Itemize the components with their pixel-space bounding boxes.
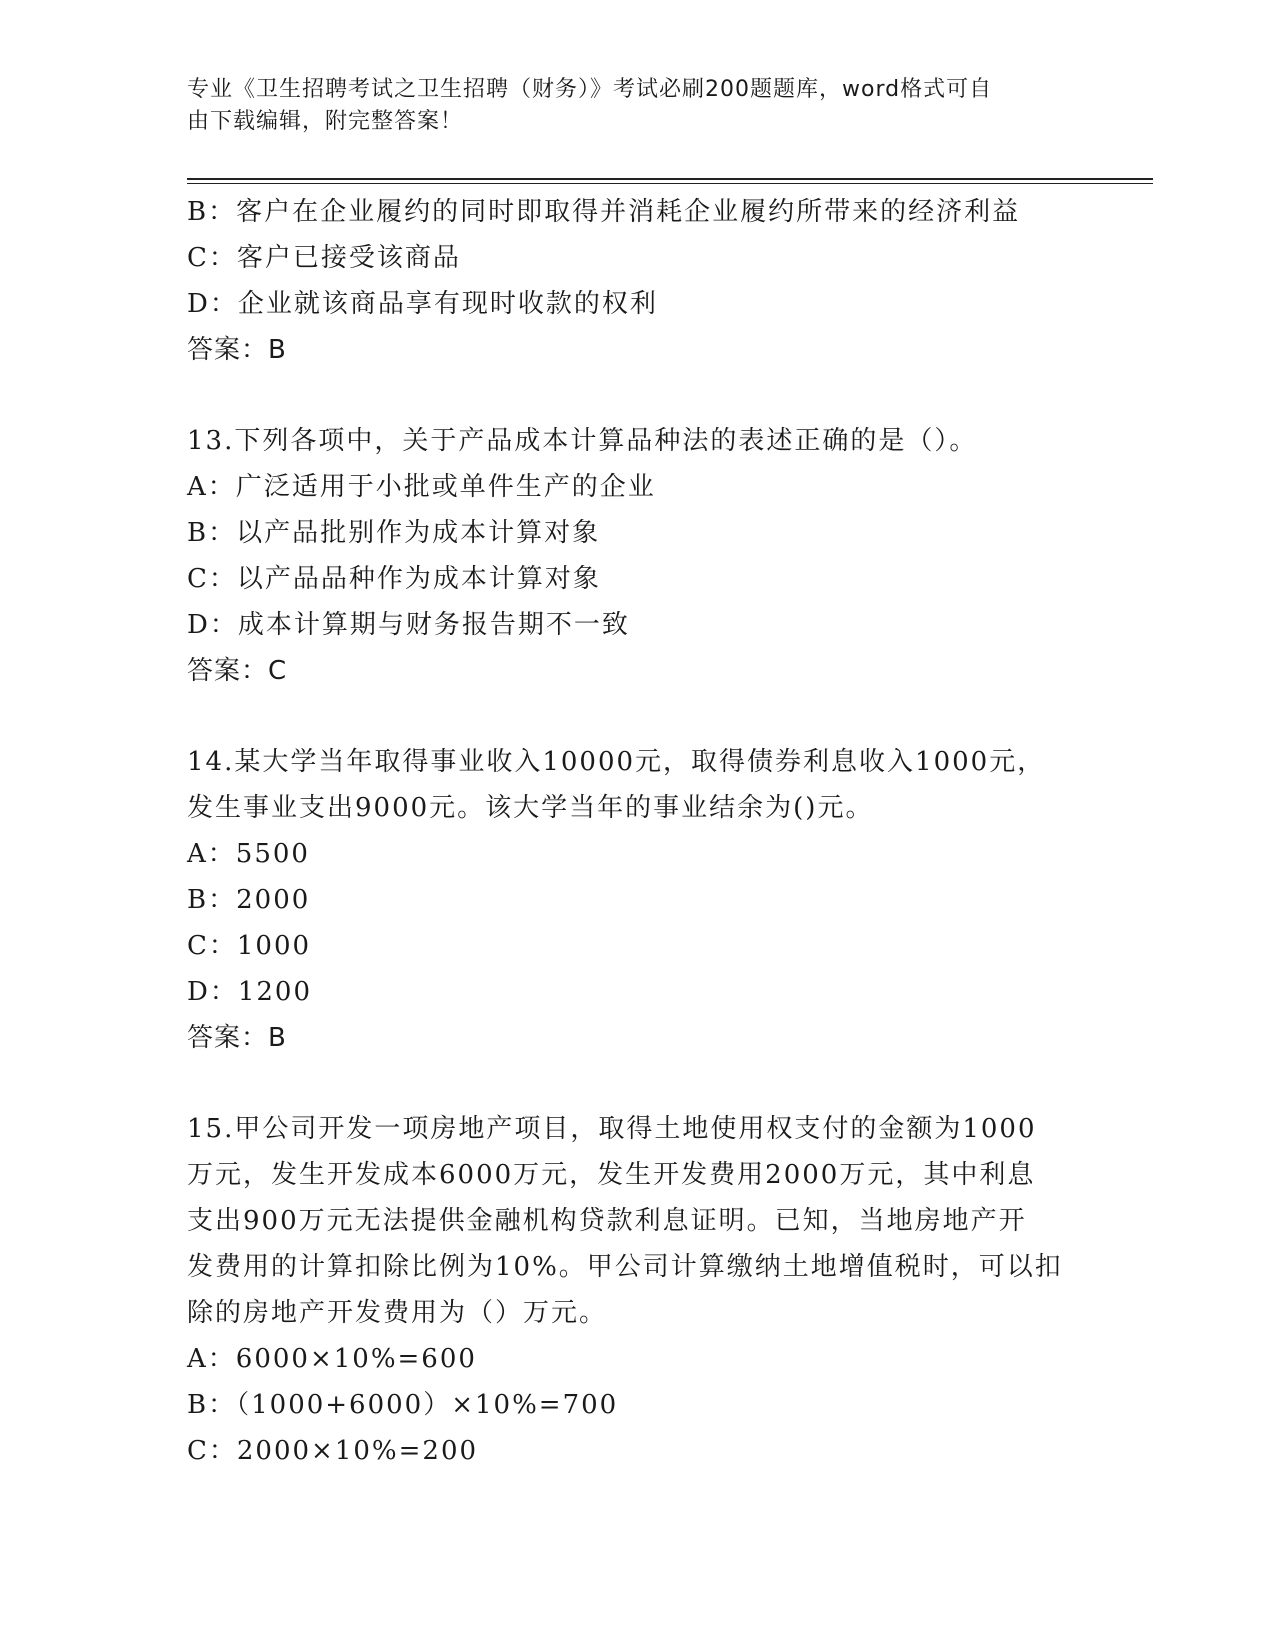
q15-option-c: C：2000×10%=200	[187, 1436, 479, 1466]
header-divider-thin	[187, 183, 1153, 184]
header-line-1: 专业《卫生招聘考试之卫生招聘（财务）》考试必刷200题题库，word格式可自	[187, 77, 993, 102]
question-12-tail	[187, 189, 1087, 373]
q14-answer: 答案：B	[187, 1023, 287, 1053]
q13-answer: 答案：C	[187, 656, 288, 686]
q15-stem-line-3: 支出900万元无法提供金融机构贷款利息证明。已知，当地房地产开	[187, 1206, 1027, 1236]
q12-option-b: B：客户在企业履约的同时即取得并消耗企业履约所带来的经济利益	[187, 197, 1021, 227]
document-header	[187, 74, 1067, 138]
q12-option-d: D：企业就该商品享有现时收款的权利	[187, 289, 658, 319]
q13-option-b: B：以产品批别作为成本计算对象	[187, 518, 601, 548]
q12-option-c: C：客户已接受该商品	[187, 243, 461, 273]
q13-option-c: C：以产品品种作为成本计算对象	[187, 564, 601, 594]
q14-option-d: D：1200	[187, 977, 313, 1007]
question-13	[187, 418, 1087, 694]
q14-option-a: A：5500	[187, 839, 310, 869]
q13-option-a: A：广泛适用于小批或单件生产的企业	[187, 472, 656, 502]
question-14	[187, 739, 1087, 1061]
q15-option-b: B：（1000+6000）×10%=700	[187, 1390, 619, 1420]
spacer	[187, 1061, 1087, 1106]
q14-stem-line-2: 发生事业支出9000元。该大学当年的事业结余为()元。	[187, 793, 874, 823]
q14-stem-line-1: 14.某大学当年取得事业收入10000元，取得债券利息收入1000元，	[187, 747, 1046, 777]
spacer	[187, 373, 1087, 418]
header-line-2: 由下载编辑，附完整答案！	[187, 109, 464, 134]
q14-option-c: C：1000	[187, 931, 312, 961]
q15-option-a: A：6000×10%=600	[187, 1344, 477, 1374]
spacer	[187, 694, 1087, 739]
q15-stem-line-2: 万元，发生开发成本6000万元，发生开发费用2000万元，其中利息	[187, 1160, 1036, 1190]
q15-stem-line-4: 发费用的计算扣除比例为10%。甲公司计算缴纳土地增值税时，可以扣	[187, 1252, 1063, 1282]
q15-stem-line-5: 除的房地产开发费用为（）万元。	[187, 1298, 608, 1328]
question-15	[187, 1106, 1087, 1474]
question-content	[187, 189, 1087, 1474]
q12-answer: 答案：B	[187, 335, 287, 365]
q13-option-d: D：成本计算期与财务报告期不一致	[187, 610, 630, 640]
q13-stem: 13.下列各项中，关于产品成本计算品种法的表述正确的是（）。	[187, 426, 978, 456]
q15-stem-line-1: 15.甲公司开发一项房地产项目，取得土地使用权支付的金额为1000	[187, 1114, 1037, 1144]
header-divider-thick	[187, 178, 1153, 180]
q14-option-b: B：2000	[187, 885, 311, 915]
